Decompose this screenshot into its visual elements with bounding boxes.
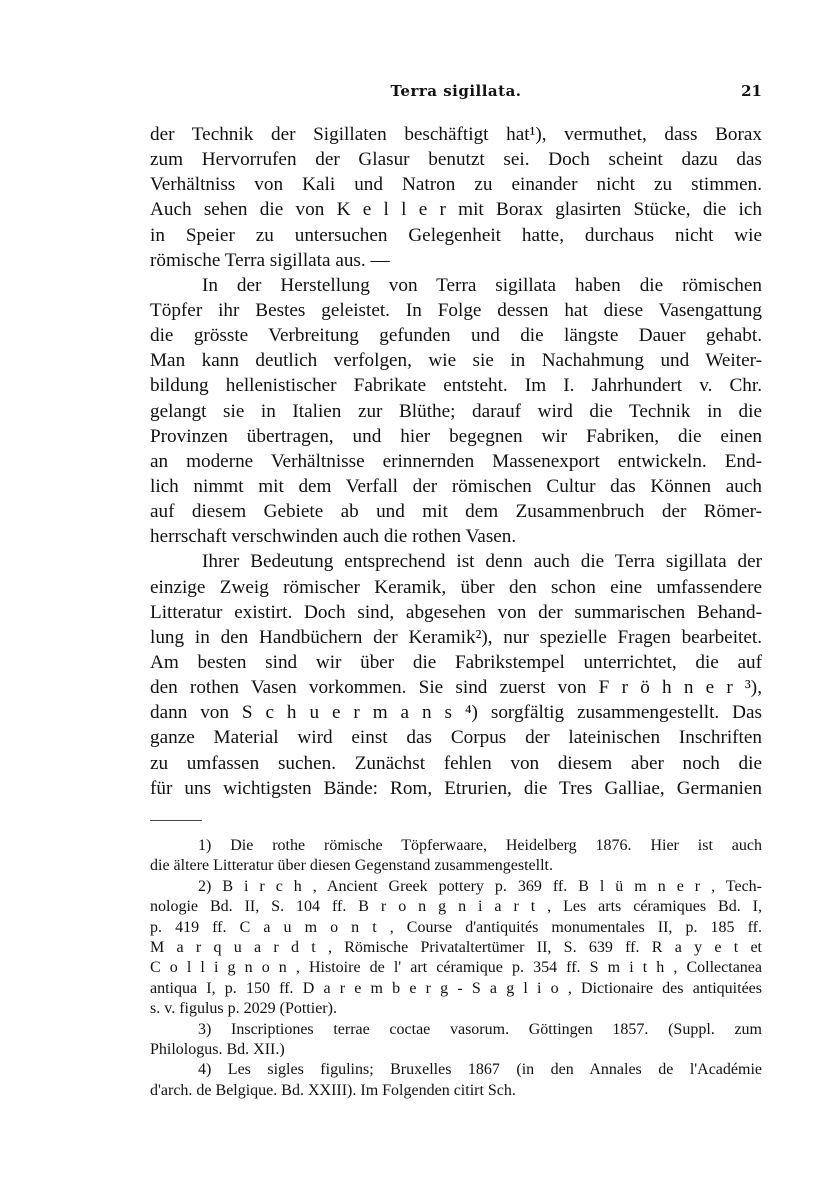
text-line: römische Terra sigillata aus. — — [150, 249, 390, 271]
text-line: Töpfer ihr Bestes geleistet. In Folge dessen hat diese Vasengattung — [150, 299, 762, 321]
text-line: In der Herstellung von Terra sigillata haben die römischen — [202, 274, 762, 296]
text-line: dann von S c h u e r m a n s ⁴) sorgfältig zusammengestellt. Das — [150, 702, 762, 724]
text-line: Auch sehen die von K e l l e r mit Borax glasirten Stücke, die ich — [150, 199, 762, 221]
text-line: ganze Material wird einst das Corpus der lateinischen Inschriften — [150, 727, 762, 749]
footnote-line: 2) B i r c h , Ancient Greek pottery p. 369 ff. B l ü m n e r , Tech- — [198, 877, 762, 895]
text-line: herrschaft verschwinden auch die rothen Vasen. — [150, 526, 517, 548]
text-line: Am besten sind wir über die Fabrikstempel unterrichtet, die auf — [150, 651, 762, 673]
main-text — [150, 122, 762, 801]
text-line: Provinzen übertragen, und hier begegnen wir Fabriken, die einen — [150, 425, 762, 447]
footnote-separator — [150, 820, 202, 821]
footnote-line: d'arch. de Belgique. Bd. XXIII). Im Folgenden citirt Sch. — [150, 1081, 516, 1099]
footnote-line: M a r q u a r d t , Römische Privataltertümer II, S. 639 ff. R a y e t et — [150, 938, 762, 956]
footnote-line: antiqua I, p. 150 ff. D a r e m b e r g - S a g l i o , Dictionaire des antiquitées — [150, 979, 762, 997]
footnote-line: C o l l i g n o n , Histoire de l' art céramique p. 354 ff. S m i t h , Collectanea — [150, 959, 762, 977]
footnote-line: die ältere Litteratur über diesen Gegenstand zusammengestellt. — [150, 857, 553, 875]
footnote-line: 1) Die rothe römische Töpferwaare, Heidelberg 1876. Hier ist auch — [198, 837, 762, 854]
text-line: Litteratur existirt. Doch sind, abgesehen von der summarischen Behand- — [150, 601, 762, 623]
text-line: zum Hervorrufen der Glasur benutzt sei. Doch scheint dazu das — [150, 149, 762, 171]
text-line: gelangt sie in Italien zur Blüthe; darauf wird die Technik in die — [150, 400, 762, 422]
text-line: zu umfassen suchen. Zunächst fehlen von diesem aber noch die — [150, 752, 762, 774]
text-line: in Speier zu untersuchen Gelegenheit hatte, durchaus nicht wie — [150, 224, 762, 246]
text-line: lung in den Handbüchern der Keramik²), nur spezielle Fragen bearbeitet. — [150, 626, 762, 648]
text-line: Man kann deutlich verfolgen, wie sie in Nachahmung und Weiter- — [150, 350, 762, 372]
running-title: Terra sigillata. — [390, 82, 522, 100]
page-header — [150, 80, 762, 104]
text-line: den rothen Vasen vorkommen. Sie sind zuerst von F r ö h n e r ³), — [150, 677, 762, 699]
text-line: Verhältniss von Kali und Natron zu einander nicht zu stimmen. — [150, 174, 762, 196]
footnote-line: s. v. figulus p. 2029 (Pottier). — [150, 1000, 337, 1018]
text-line: an moderne Verhältnisse erinnernden Massenexport entwickeln. End- — [150, 450, 762, 472]
text-line: auf diesem Gebiete ab und mit dem Zusammenbruch der Römer- — [150, 501, 762, 523]
footnotes — [150, 836, 762, 1101]
text-line: bildung hellenistischer Fabrikate entsteht. Im I. Jahrhundert v. Chr. — [150, 375, 762, 397]
text-line: lich nimmt mit dem Verfall der römischen Cultur das Können auch — [150, 475, 762, 497]
text-line: der Technik der Sigillaten beschäftigt hat¹), vermuthet, dass Borax — [150, 124, 762, 145]
text-line: die grösste Verbreitung gefunden und die längste Dauer gehabt. — [150, 325, 762, 347]
footnote-line: Philologus. Bd. XII.) — [150, 1040, 285, 1058]
footnote-line: 4) Les sigles figulins; Bruxelles 1867 (in den Annales de l'Académie — [198, 1061, 762, 1079]
text-line: Ihrer Bedeutung entsprechend ist denn auch die Terra sigillata der — [202, 551, 762, 573]
footnote-line: nologie Bd. II, S. 104 ff. B r o n g n i a r t , Les arts céramiques Bd. I, — [150, 898, 762, 916]
text-line: einzige Zweig römischer Keramik, über den schon eine umfassendere — [150, 576, 762, 598]
footnote-line: p. 419 ff. C a u m o n t , Course d'antiquités monumentales II, p. 185 ff. — [150, 918, 762, 936]
page-number: 21 — [741, 82, 762, 100]
footnote-line: 3) Inscriptiones terrae coctae vasorum. Göttingen 1857. (Suppl. zum — [198, 1020, 762, 1038]
text-line: für uns wichtigsten Bände: Rom, Etrurien, die Tres Galliae, Germanien — [150, 777, 762, 799]
